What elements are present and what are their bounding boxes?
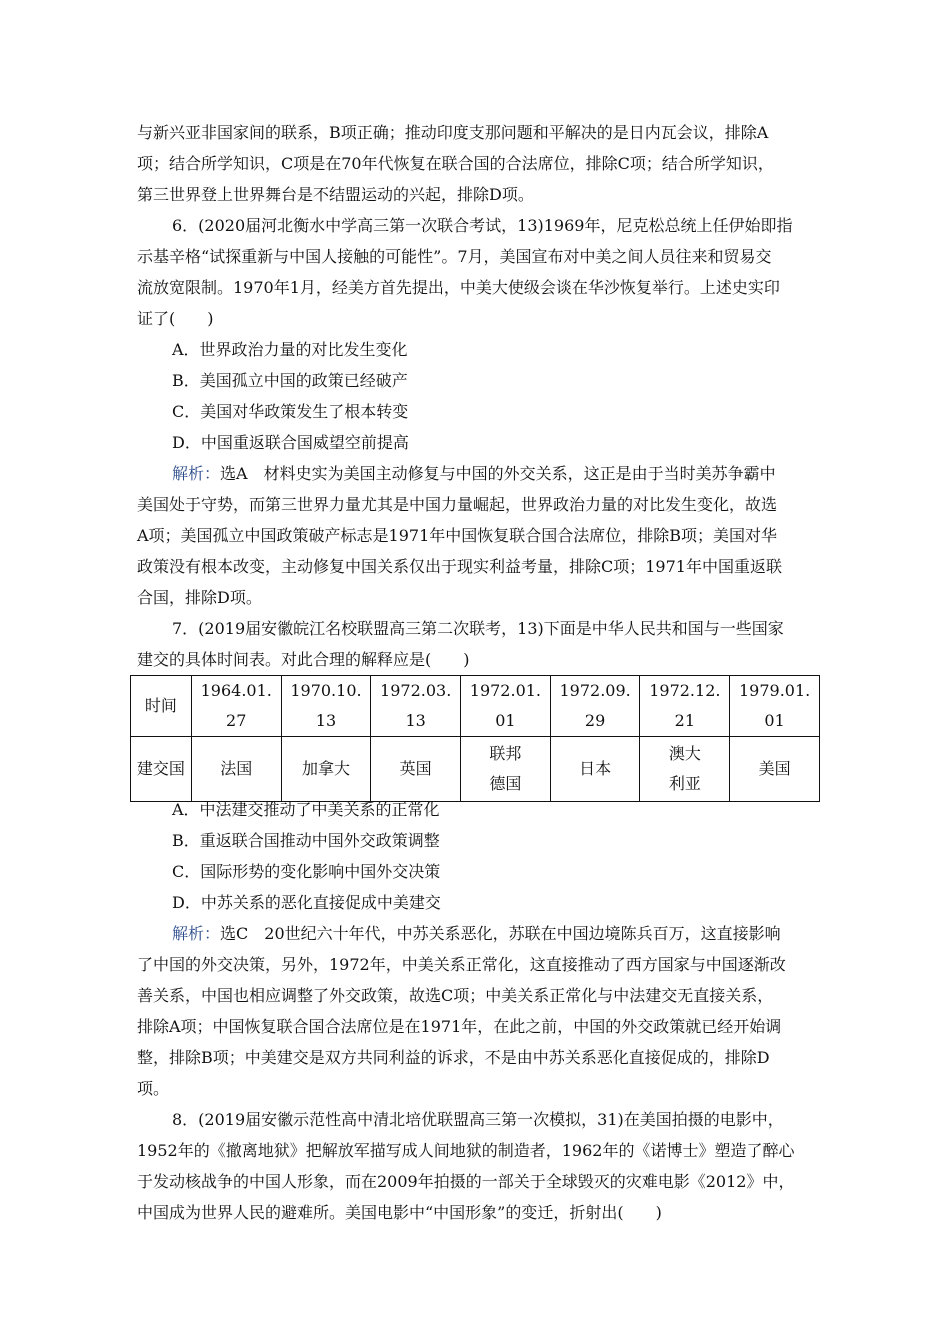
answer-analysis-line xyxy=(172,924,781,944)
option-b: B．重返联合国推动中国外交政策调整 xyxy=(172,831,440,850)
option-b: B．美国孤立中国的政策已经破产 xyxy=(172,371,408,390)
text-line: 与新兴亚非国家间的联系，B项正确；推动印度支那问题和平解决的是日内瓦会议，排除A xyxy=(137,123,769,142)
text-line: 第三世界登上世界舞台是不结盟运动的兴起，排除D项。 xyxy=(137,185,534,204)
table-cell-date: 1972.01. 01 xyxy=(461,676,551,737)
question-8-line: 8．(2019届安徽示范性高中清北培优联盟高三第一次模拟，31)在美国拍摄的电影中， xyxy=(172,1110,784,1129)
table-cell-country: 法国 xyxy=(191,737,281,802)
table-cell-country: 澳大 利亚 xyxy=(640,737,730,802)
text-line: 排除A项；中国恢复联合国合法席位是在1971年，在此之前，中国的外交政策就已经开始调 xyxy=(137,1017,782,1036)
table-cell-country: 美国 xyxy=(730,737,820,802)
text-line: 合国，排除D项。 xyxy=(137,588,262,607)
option-c: C．国际形势的变化影响中国外交决策 xyxy=(172,862,441,881)
text-line: 建交的具体时间表。对此合理的解释应是( ) xyxy=(137,650,470,669)
answer-analysis-line xyxy=(172,464,776,484)
answer-text: 选C 20世纪六十年代，中苏关系恶化，苏联在中国边境陈兵百万，这直接影响 xyxy=(220,924,781,943)
table-cell-date: 1972.12. 21 xyxy=(640,676,730,737)
table-cell-date: 1972.03. 13 xyxy=(371,676,461,737)
text-line: 中国成为世界人民的避难所。美国电影中“中国形象”的变迁，折射出( ) xyxy=(137,1203,662,1222)
table-header-country: 建交国 xyxy=(131,737,192,802)
table-header-time: 时间 xyxy=(131,676,192,737)
text-line: 美国处于守势，而第三世界力量尤其是中国力量崛起，世界政治力量的对比发生变化，故选 xyxy=(137,495,778,514)
answer-label: 解析： xyxy=(172,924,221,943)
diplomatic-relations-table xyxy=(130,675,820,802)
text-line: 整，排除B项；中美建交是双方共同利益的诉求，不是由中苏关系恶化直接促成的，排除D xyxy=(137,1048,770,1067)
question-7-line: 7．(2019届安徽皖江名校联盟高三第二次联考，13)下面是中华人民共和国与一些国家 xyxy=(172,619,784,638)
text-line: 善关系，中国也相应调整了外交政策，故选C项；中美关系正常化与中法建交无直接关系， xyxy=(137,986,774,1005)
text-line: A项；美国孤立中国政策破产标志是1971年中国恢复联合国合法席位，排除B项；美国对华 xyxy=(137,526,778,545)
option-c: C．美国对华政策发生了根本转变 xyxy=(172,402,409,421)
answer-text: 选A 材料史实为美国主动修复与中国的外交关系，这正是由于当时美苏争霸中 xyxy=(220,464,776,483)
table-cell-date: 1979.01. 01 xyxy=(730,676,820,737)
text-line: 1952年的《撤离地狱》把解放军描写成人间地狱的制造者，1962年的《诺博士》塑造了醉心 xyxy=(137,1141,795,1160)
table-cell-country: 加拿大 xyxy=(281,737,371,802)
text-line: 示基辛格“试探重新与中国人接触的可能性”。7月，美国宣布对中美之间人员往来和贸易交 xyxy=(137,247,772,266)
text-line: 于发动核战争的中国人形象，而在2009年拍摄的一部关于全球毁灭的灾难电影《2012》中， xyxy=(137,1172,795,1191)
text-line: 流放宽限制。1970年1月，经美方首先提出，中美大使级会谈在华沙恢复举行。上述史实印 xyxy=(137,278,780,297)
text-line: 政策没有根本改变，主动修复中国关系仅出于现实利益考量，排除C项；1971年中国重返联 xyxy=(137,557,782,576)
text-line: 项。 xyxy=(137,1079,170,1098)
table-cell-country: 英国 xyxy=(371,737,461,802)
answer-label: 解析： xyxy=(172,464,221,483)
table-cell-date: 1964.01. 27 xyxy=(191,676,281,737)
text-line: 了中国的外交决策，另外，1972年，中美关系正常化，这直接推动了西方国家与中国逐渐改 xyxy=(137,955,786,974)
option-a: A．中法建交推动了中美关系的正常化 xyxy=(172,800,440,819)
text-line: 证了( ) xyxy=(137,309,214,328)
table-cell-date: 1970.10. 13 xyxy=(281,676,371,737)
table-cell-country: 联邦 德国 xyxy=(461,737,551,802)
text-line: 项；结合所学知识，C项是在70年代恢复在联合国的合法席位，排除C项；结合所学知识， xyxy=(137,154,774,173)
table-cell-date: 1972.09. 29 xyxy=(550,676,640,737)
table-cell-country: 日本 xyxy=(550,737,640,802)
option-a: A．世界政治力量的对比发生变化 xyxy=(172,340,408,359)
question-6-line: 6．(2020届河北衡水中学高三第一次联合考试，13)1969年，尼克松总统上任伊始即指 xyxy=(172,216,793,235)
option-d: D．中苏关系的恶化直接促成中美建交 xyxy=(172,893,441,912)
option-d: D．中国重返联合国威望空前提高 xyxy=(172,433,409,452)
